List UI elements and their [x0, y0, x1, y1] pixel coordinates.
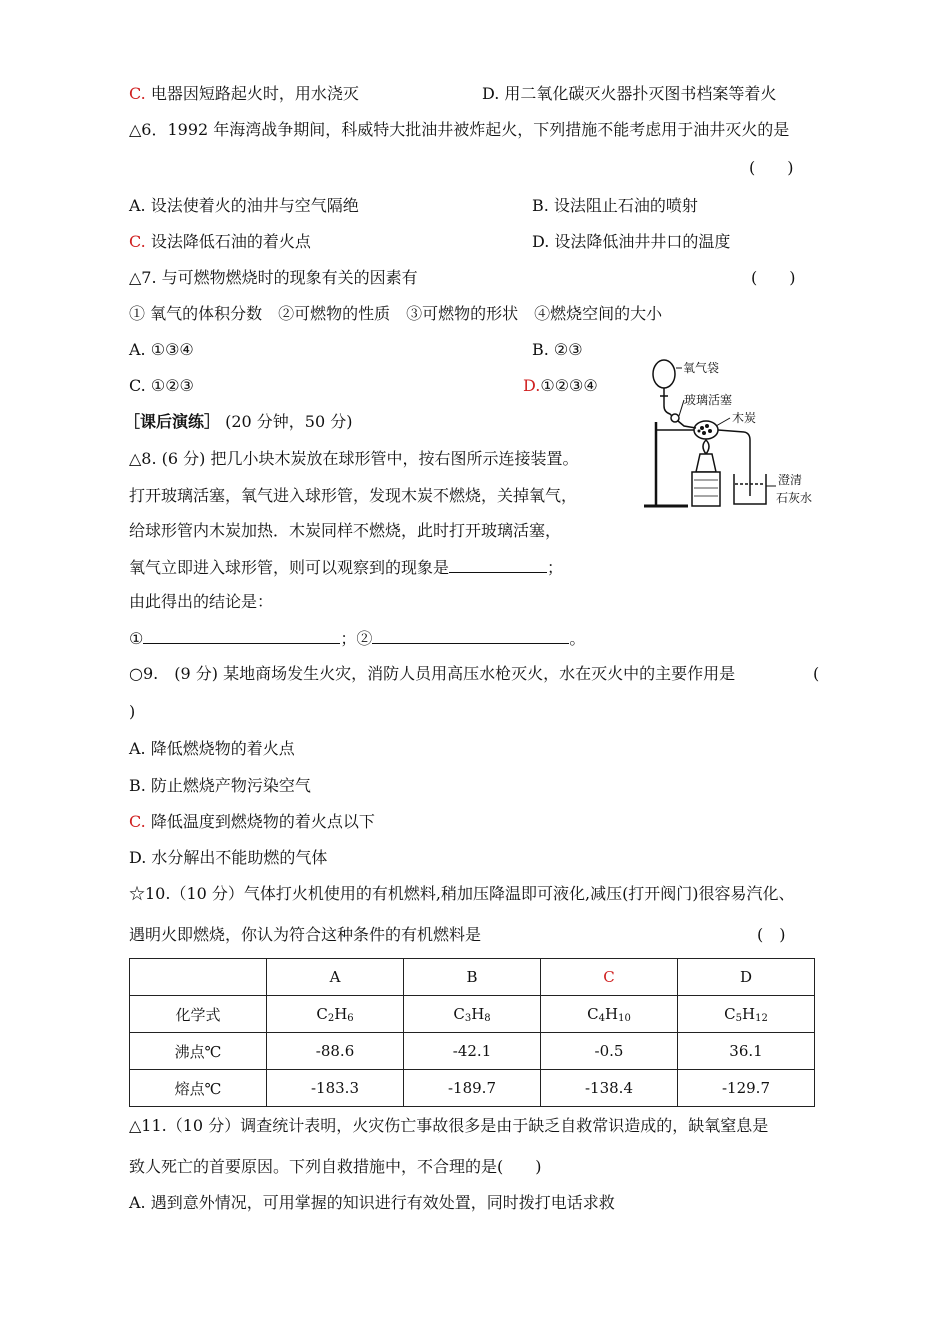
table-cell: -183.3	[267, 1070, 404, 1107]
inlet-tube	[678, 421, 696, 428]
q8-phenomenon-blank[interactable]	[449, 557, 547, 573]
q8-line-3: 给球形管内木炭加热．木炭同样不燃烧，此时打开玻璃活塞，	[129, 521, 562, 540]
charcoal-pieces	[698, 424, 713, 435]
q6-option-c-letter: C.	[129, 232, 146, 251]
q9-option-c-letter: C.	[129, 812, 146, 831]
formula-cell: $C_2H_6$	[267, 996, 404, 1033]
table-header-cell: A	[267, 959, 404, 996]
q9-option-c	[129, 812, 375, 832]
burner-body	[692, 472, 720, 506]
bulb-tube	[694, 421, 718, 439]
q7-option-d-letter: D.	[523, 376, 541, 395]
outlet-tube	[718, 430, 744, 432]
label-limewater-2: 石灰水	[776, 491, 813, 505]
q8-line-4	[129, 557, 563, 578]
section-header	[124, 412, 353, 432]
flame	[703, 440, 709, 454]
q10-line-1: ☆10.（10 分）气体打火机使用的有机燃料,稍加压降温即可液化,减压(打开阀门)很容易汽化、	[129, 884, 795, 903]
apparatus-figure	[626, 356, 822, 514]
bag-neck	[660, 388, 668, 396]
label-oxygen-bag: 氧气袋	[683, 361, 720, 375]
q6-option-c	[129, 232, 311, 252]
label-limewater-1: 澄清	[778, 473, 803, 487]
q5-option-d: D. 用二氧化碳灭火器扑灭图书档案等着火	[482, 84, 777, 103]
q8-line-1: △8. (6 分) 把几小块木炭放在球形管中，按右图所示连接装置。	[129, 449, 579, 468]
q7-option-b: B. ②③	[532, 340, 583, 359]
table-header-row	[130, 959, 815, 996]
q8-line-4-text: 氧气立即进入球形管，则可以观察到的现象是	[129, 558, 450, 577]
formula-cell: $C_5H_{12}$	[678, 996, 815, 1033]
q6-answer-paren: ( )	[749, 158, 794, 177]
table-row-melting	[130, 1070, 815, 1107]
q5-option-c-text: 电器因短路起火时，用水浇灭	[150, 84, 359, 103]
q6-stem: △6．1992 年海湾战争期间，科威特大批油井被炸起火，下列措施不能考虑用于油井灭火的是	[129, 120, 790, 139]
table-header-cell	[130, 959, 267, 996]
q6-option-a: A. 设法使着火的油井与空气隔绝	[129, 196, 359, 215]
oxygen-bag	[653, 360, 675, 388]
q7-option-c: C. ①②③	[129, 376, 194, 395]
formula-cell: $C_4H_{10}$	[541, 996, 678, 1033]
q8-line-4-end: ；	[547, 558, 564, 577]
q8-separator: ；	[340, 629, 357, 648]
q7-option-d-text: ①②③④	[540, 376, 598, 395]
q8-blank-2-label: ②	[356, 629, 373, 648]
q11-line-2: 致人死亡的首要原因。下列自救措施中，不合理的是( )	[129, 1157, 542, 1176]
q6-option-d: D. 设法降低油井井口的温度	[532, 232, 731, 251]
q5-option-c-letter: C.	[129, 84, 146, 103]
table-cell: -42.1	[404, 1033, 541, 1070]
table-cell: -189.7	[404, 1070, 541, 1107]
q6-option-c-text: 设法降低石油的着火点	[150, 232, 311, 251]
q8-conclusions	[129, 628, 585, 649]
fuel-table	[129, 958, 815, 1107]
q6-option-b: B. 设法阻止石油的喷射	[532, 196, 698, 215]
table-cell: -88.6	[267, 1033, 404, 1070]
table-header-cell: D	[678, 959, 815, 996]
table-cell: -138.4	[541, 1070, 678, 1107]
q10-line-2: 遇明火即燃烧，你认为符合这种条件的有机燃料是	[129, 925, 482, 944]
q7-stem: △7. 与可燃物燃烧时的现象有关的因素有	[129, 268, 418, 287]
section-title: ［课后演练］	[124, 412, 221, 431]
q7-option-a: A. ①③④	[129, 340, 194, 359]
glass-valve	[671, 414, 679, 422]
q8-conclusion-blank-2[interactable]	[372, 628, 569, 644]
q8-line-2: 打开玻璃活塞，氧气进入球形管，发现木炭不燃烧，关掉氧气，	[129, 486, 578, 505]
table-row-label: 熔点℃	[130, 1070, 267, 1107]
q11-line-1: △11.（10 分）调查统计表明，火灾伤亡事故很多是由于缺乏自救常识造成的，缺氧窒息是	[129, 1116, 769, 1135]
table-cell: 36.1	[678, 1033, 815, 1070]
table-row-label: 化学式	[130, 996, 267, 1033]
formula-cell: $C_3H_8$	[404, 996, 541, 1033]
q5-option-c	[129, 84, 359, 104]
q7-factors: ① 氧气的体积分数 ②可燃物的性质 ③可燃物的形状 ④燃烧空间的大小	[129, 304, 663, 323]
q8-line-5: 由此得出的结论是：	[129, 592, 274, 611]
table-row-boiling	[130, 1033, 815, 1070]
label-charcoal: 木炭	[732, 411, 757, 425]
table-header-cell: C	[541, 959, 678, 996]
table-cell: -129.7	[678, 1070, 815, 1107]
q9-option-d: D. 水分解出不能助燃的气体	[129, 848, 328, 867]
table-row-label: 沸点℃	[130, 1033, 267, 1070]
q8-blank-1-label: ①	[129, 629, 144, 648]
table-cell: -0.5	[541, 1033, 678, 1070]
q8-end: 。	[569, 629, 586, 648]
q9-paren-open: (	[813, 664, 820, 683]
q7-option-d	[523, 376, 598, 396]
section-info: (20 分钟，50 分)	[225, 412, 353, 431]
burner	[696, 454, 716, 472]
q11-option-a: A. 遇到意外情况，可用掌握的知识进行有效处置，同时拨打电话求救	[129, 1193, 615, 1212]
q7-answer-paren: ( )	[751, 268, 796, 287]
q10-answer-paren: ( )	[757, 925, 786, 944]
q8-conclusion-blank-1[interactable]	[143, 628, 340, 644]
q9-paren-close: )	[129, 702, 136, 721]
q9-stem: ○9. (9 分) 某地商场发生火灾，消防人员用高压水枪灭火，水在灭火中的主要作用是	[129, 664, 736, 683]
delivery-tube	[744, 432, 750, 496]
table-row-formula	[130, 996, 815, 1033]
q9-option-b: B. 防止燃烧产物污染空气	[129, 776, 311, 795]
label-glass-valve: 玻璃活塞	[684, 393, 733, 407]
table-header-cell: B	[404, 959, 541, 996]
bag-tube	[664, 396, 672, 416]
q9-option-a: A. 降低燃烧物的着火点	[129, 739, 295, 758]
q9-option-c-text: 降低温度到燃烧物的着火点以下	[150, 812, 375, 831]
